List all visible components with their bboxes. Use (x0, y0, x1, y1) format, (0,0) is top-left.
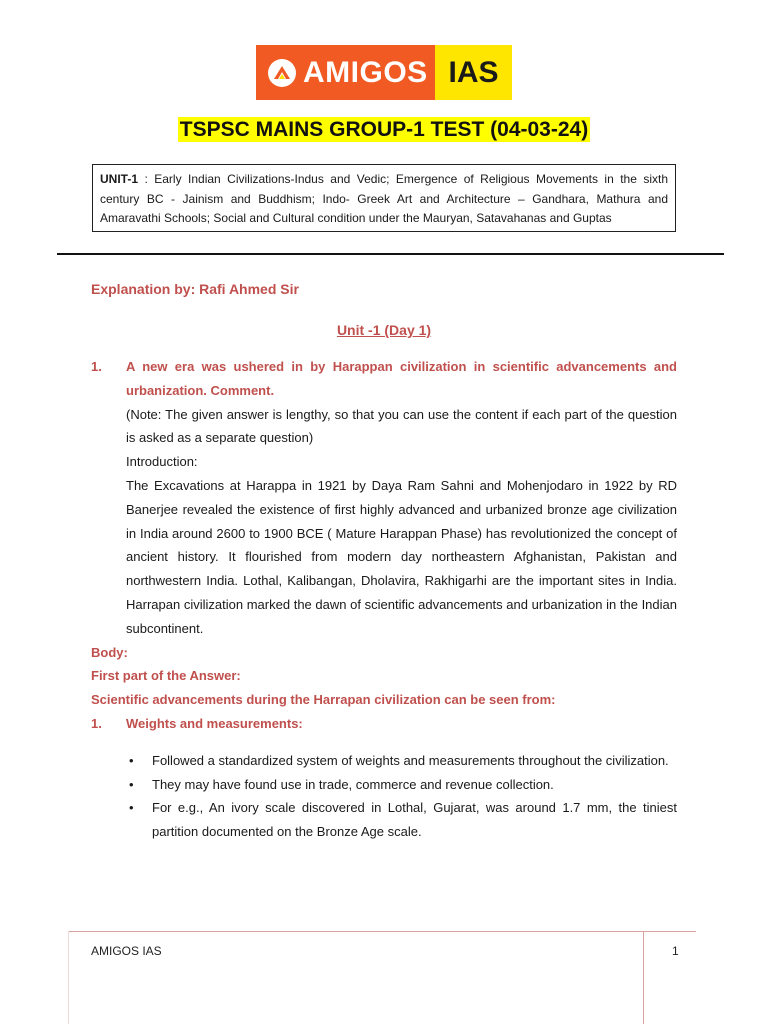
list-item (126, 749, 677, 773)
body-label: Body: (91, 644, 128, 660)
subsection-title: Weights and measurements: (126, 715, 303, 731)
intro-label: Introduction: (126, 454, 198, 470)
section-divider (57, 253, 724, 255)
bullet-text: For e.g., An ivory scale discovered in Lothal, Gujarat, was around 1.7 mm, the tiniest partition documented on the Bronze Age scale. (152, 800, 677, 840)
question-row (91, 355, 677, 403)
intro-text: The Excavations at Harappa in 1921 by Daya Ram Sahni and Mohenjodaro in 1922 by RD Banerjee revealed the existence of first highly advanced and urbanized bronze age civilization in India around 2600 to 1900 BCE ( Mature Harappan Phase) has revolutionized the concept of ancient history. It flourished from modern day northeastern Afghanistan, Pakistan and northwestern India. Lothal, Kalibangan, Dholavira, Rakhigarhi are the important sites in India. Harrapan civilization marked the dawn of scientific advancements and urbanization in the Indian subcontinent. (126, 477, 677, 636)
footer-rule (68, 931, 696, 932)
logo-orange-panel (256, 45, 435, 100)
logo-suffix: IAS (435, 45, 512, 100)
question-number: 1. (91, 359, 102, 374)
bullet-list (126, 749, 677, 844)
unit-syllabus-box (92, 164, 676, 232)
bullet-text: Followed a standardized system of weights and measurements throughout the civilization. (152, 752, 669, 768)
page-number: 1 (672, 944, 679, 958)
unit-label: UNIT-1 (100, 172, 139, 186)
test-title: TSPSC MAINS GROUP-1 TEST (04-03-24) (179, 118, 589, 141)
logo-word: AMIGOS (303, 55, 428, 89)
bullet-icon: • (129, 752, 134, 768)
list-item (126, 773, 677, 797)
bullet-icon: • (129, 776, 134, 792)
unit-day-heading: Unit -1 (Day 1) (336, 322, 432, 338)
answer-content (91, 355, 677, 857)
subsection-row (91, 712, 677, 736)
first-part-label: First part of the Answer: (91, 668, 241, 684)
logo-mark-icon (267, 58, 297, 88)
question-text: A new era was ushered in by Harappan civilization in scientific advancements and urbanization. Comment. (126, 359, 677, 398)
question-note: (Note: The given answer is lengthy, so that you can use the content if each part of the question is asked as a separate question) (126, 406, 677, 446)
test-title-wrap (0, 118, 768, 142)
amigos-ias-logo (256, 45, 512, 100)
explanation-by: Explanation by: Rafi Ahmed Sir (91, 281, 299, 297)
bullet-icon: • (129, 800, 134, 816)
footer-left-rule (68, 931, 69, 1024)
footer-page-divider (643, 931, 644, 1024)
list-item (126, 796, 677, 844)
subsection-number: 1. (91, 715, 102, 731)
scientific-heading: Scientific advancements during the Harrapan civilization can be seen from: (91, 692, 556, 708)
footer-brand: AMIGOS IAS (91, 944, 162, 958)
unit-syllabus-text: : Early Indian Civilizations-Indus and Vedic; Emergence of Religious Movements in the sixth century BC - Jainism and Buddhism; Indo- Greek Art and Architecture – Gandhara, Mathura and Amaravathi Schools; Social and Cultural condition under the Mauryan, Satavahanas and Guptas (100, 172, 668, 225)
bullet-text: They may have found use in trade, commerce and revenue collection. (152, 776, 554, 792)
